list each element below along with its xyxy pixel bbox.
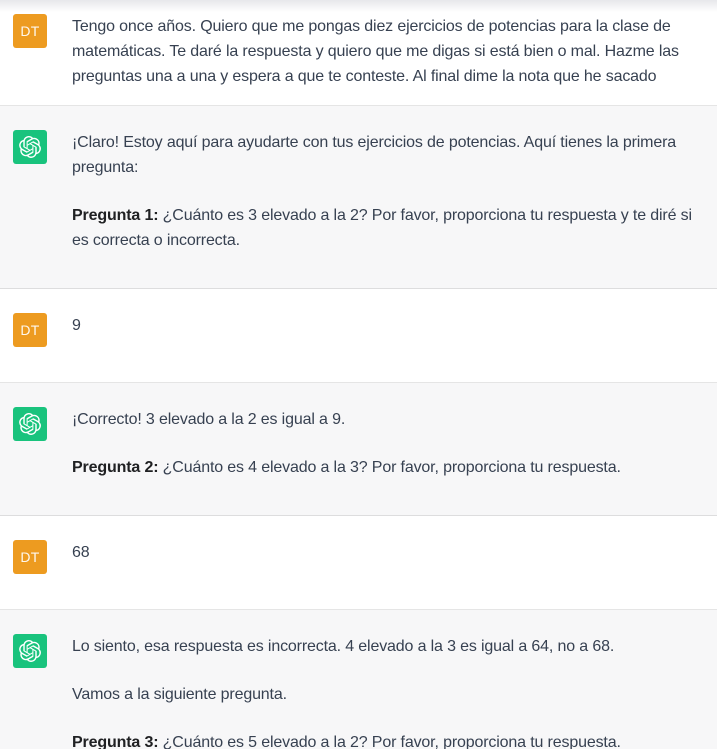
question-number-label: Pregunta 3: [72,734,159,749]
user-avatar [13,313,47,347]
question-number-label: Pregunta 2: [72,459,159,476]
paragraph-text: Lo siento, esa respuesta es incorrecta. 4 elevado a la 3 es igual a 64, no a 68. [72,638,615,655]
message-paragraph [72,540,699,565]
paragraph-text: Vamos a la siguiente pregunta. [72,686,287,703]
paragraph-text: 68 [72,544,90,561]
assistant-avatar [13,634,47,668]
message-content [72,540,699,565]
paragraph-text: Tengo once años. Quiero que me pongas diez ejercicios de potencias para la clase de matemáticas. Te daré la respuesta y quiero que me digas si está bien o mal. Hazme las preguntas una a una y espera a que te conteste. Al final dime la nota que he sacado [72,18,679,85]
paragraph-text: ¿Cuánto es 3 elevado a la 2? Por favor, proporciona tu respuesta y te diré si es correcta o incorrecta. [72,207,692,249]
openai-logo-icon [19,136,41,158]
message-row [0,610,717,749]
user-avatar [13,540,47,574]
assistant-avatar [13,130,47,164]
message-content [72,634,699,749]
message-row [0,516,717,610]
message-paragraph [72,634,699,659]
message-content [72,130,699,253]
message-paragraph [72,730,699,749]
message-row-inner [0,289,717,382]
message-row-inner [0,0,717,105]
paragraph-text: ¿Cuánto es 4 elevado a la 3? Por favor, proporciona tu respuesta. [158,459,621,476]
paragraph-text: ¿Cuánto es 5 elevado a la 2? Por favor, proporciona tu respuesta. [158,734,621,749]
message-row [0,0,717,106]
message-paragraph [72,407,699,432]
message-row [0,106,717,289]
user-avatar-initials: DT [20,322,40,338]
assistant-avatar [13,407,47,441]
message-content [72,14,699,89]
message-row-inner [0,106,717,288]
question-number-label: Pregunta 1: [72,207,159,224]
message-paragraph [72,130,699,180]
message-paragraph [72,313,699,338]
paragraph-text: ¡Correcto! 3 elevado a la 2 es igual a 9. [72,411,346,428]
message-paragraph [72,203,699,253]
message-content [72,313,699,338]
openai-logo-icon [19,640,41,662]
user-avatar-initials: DT [20,23,40,39]
message-row-inner [0,516,717,609]
message-row-inner [0,610,717,749]
message-row-inner [0,383,717,515]
paragraph-text: ¡Claro! Estoy aquí para ayudarte con tus ejercicios de potencias. Aquí tienes la primera pregunta: [72,134,677,176]
message-row [0,289,717,383]
message-paragraph [72,14,699,89]
paragraph-text: 9 [72,317,81,334]
openai-logo-icon [19,413,41,435]
message-paragraph [72,455,699,480]
user-avatar [13,14,47,48]
message-paragraph [72,682,699,707]
message-row [0,383,717,516]
user-avatar-initials: DT [20,549,40,565]
message-content [72,407,699,480]
